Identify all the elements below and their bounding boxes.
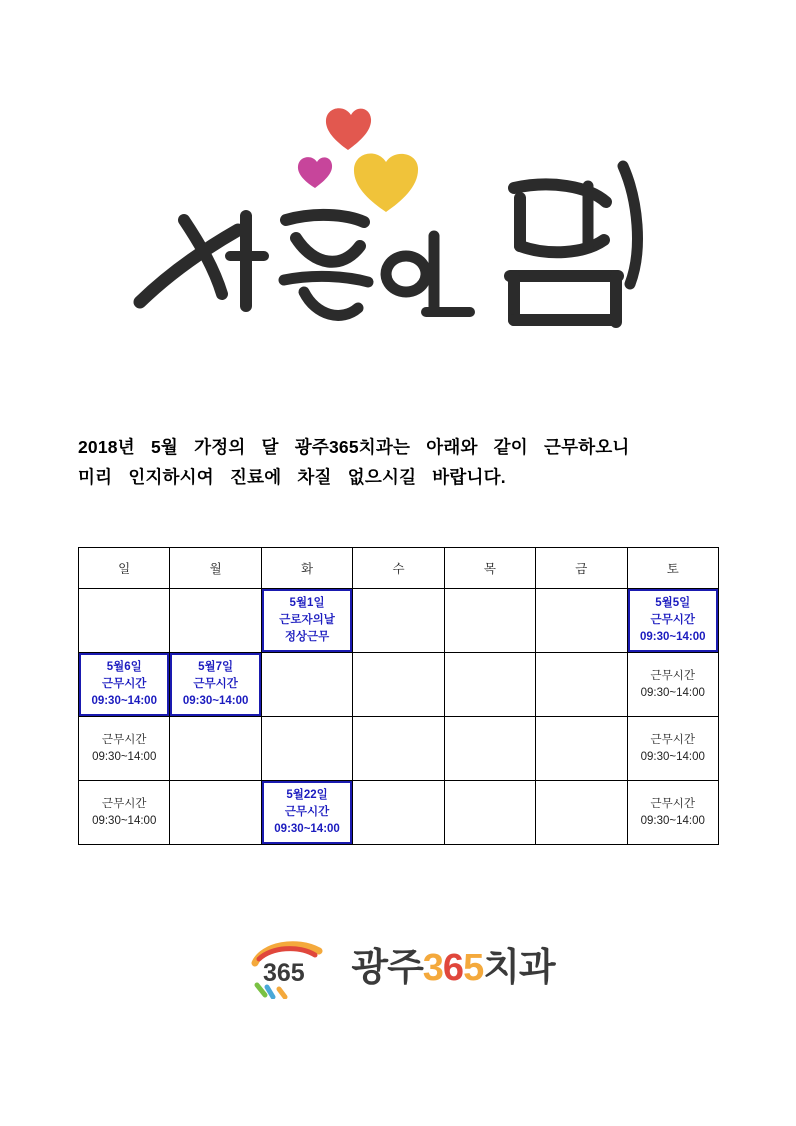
schedule-table-wrapper: [78, 547, 719, 845]
day-cell: [261, 717, 352, 781]
day-cell: [536, 589, 627, 653]
day-cell: [353, 717, 444, 781]
table-header-row: [79, 548, 719, 589]
day-cell: [79, 589, 170, 653]
day-label: 5월22일: [286, 789, 328, 801]
day-note: 근무시간: [101, 797, 147, 810]
logo-mark-number: 365: [263, 959, 306, 987]
day-hours: 09:30~14:00: [639, 631, 706, 643]
weekday-header-sat: 토: [627, 548, 718, 589]
day-cell: [353, 589, 444, 653]
logo-word-gwangju: 광주: [351, 947, 423, 989]
day-hours: 09:30~14:00: [640, 750, 705, 763]
day-hours: 09:30~14:00: [640, 814, 705, 827]
day-cell-may-5: [627, 589, 718, 653]
day-cell: [444, 589, 535, 653]
logo-word-dental: 치과: [483, 947, 555, 989]
day-cell-may-7: [170, 653, 261, 717]
day-hours: 09:30~14:00: [274, 823, 340, 835]
day-label: 5월5일: [655, 597, 691, 609]
table-row: [79, 653, 719, 717]
day-cell: [353, 653, 444, 717]
day-cell: [444, 781, 535, 845]
weekday-header-wed: 수: [353, 548, 444, 589]
day-cell: [536, 717, 627, 781]
day-note: 근무시간: [650, 797, 695, 810]
day-hours: 09:30~14:00: [92, 814, 157, 827]
heart-icon-red: [326, 108, 371, 150]
day-cell-sunday: [79, 717, 170, 781]
day-cell: [170, 589, 261, 653]
day-note: 근무시간: [650, 733, 695, 746]
day-cell-saturday: [627, 781, 718, 845]
day-hours: 정상근무: [284, 631, 330, 643]
hero-brush-artwork: [118, 70, 678, 340]
day-note: 근로자의날: [279, 614, 335, 626]
table-row: [79, 717, 719, 781]
logo-mark-icon: [241, 937, 337, 999]
schedule-table-body: [79, 589, 719, 845]
schedule-table: [78, 547, 719, 845]
day-note: 근무시간: [650, 614, 695, 626]
weekday-header-mon: 월: [170, 548, 261, 589]
day-cell: [261, 653, 352, 717]
day-cell-may-22: [261, 781, 352, 845]
day-label: 5월6일: [106, 661, 142, 673]
logo-digit-5: 5: [463, 947, 484, 989]
day-cell: [170, 781, 261, 845]
day-note: 근무시간: [193, 678, 238, 690]
day-label: 5월1일: [289, 597, 325, 609]
day-hours: 09:30~14:00: [92, 750, 157, 763]
intro-paragraph: [78, 432, 718, 492]
day-note: 근무시간: [284, 806, 330, 818]
clinic-logo: [0, 928, 796, 1008]
day-hours: 09:30~14:00: [91, 695, 157, 707]
logo-digit-3: 3: [422, 947, 443, 989]
day-cell: [170, 717, 261, 781]
logo-wordmark: [351, 949, 554, 987]
weekday-header-sun: 일: [79, 548, 170, 589]
intro-line-2: 미리 인지하시여 진료에 차질 없으시길 바랍니다.: [78, 467, 506, 487]
heart-icon-yellow: [354, 154, 418, 212]
day-hours: 09:30~14:00: [182, 695, 249, 707]
heart-icon-magenta: [298, 157, 332, 188]
day-cell-may-1: [261, 589, 352, 653]
weekday-header-fri: 금: [536, 548, 627, 589]
day-label: 5월7일: [198, 661, 234, 673]
day-cell: [444, 717, 535, 781]
intro-line-1: 2018년 5월 가정의 달 광주365치과는 아래와 같이 근무하오니: [78, 437, 630, 457]
day-cell: [353, 781, 444, 845]
day-cell: [536, 781, 627, 845]
day-note: 근무시간: [101, 733, 147, 746]
day-cell-saturday: [627, 717, 718, 781]
day-cell: [444, 653, 535, 717]
day-hours: 09:30~14:00: [640, 686, 705, 699]
weekday-header-tue: 화: [261, 548, 352, 589]
day-note: 근무시간: [650, 669, 695, 682]
logo-digit-6: 6: [442, 947, 464, 989]
day-note: 근무시간: [101, 678, 147, 690]
day-cell-may-6: [79, 653, 170, 717]
table-row: [79, 781, 719, 845]
weekday-header-thu: 목: [444, 548, 535, 589]
day-cell-saturday: [627, 653, 718, 717]
day-cell: [536, 653, 627, 717]
day-cell-sunday: [79, 781, 170, 845]
hero-banner: [0, 70, 796, 340]
table-row: [79, 589, 719, 653]
